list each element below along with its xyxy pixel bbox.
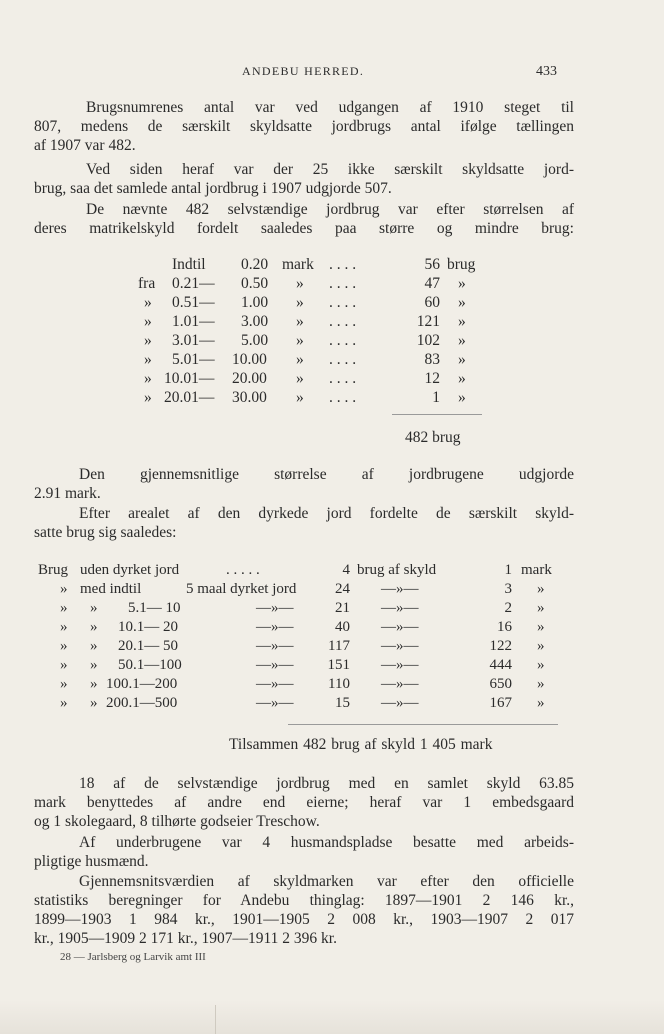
cell-b: » bbox=[90, 638, 98, 654]
range-to: 3.00 bbox=[241, 313, 269, 330]
row-prefix: » bbox=[144, 294, 152, 311]
count: 83 bbox=[424, 351, 440, 368]
unit: » bbox=[296, 313, 304, 330]
paragraph-jordbrug-total bbox=[34, 160, 574, 198]
cell-b: uden dyrket jord bbox=[80, 562, 180, 578]
count: 102 bbox=[416, 332, 440, 349]
cell-c: 100.1—200 bbox=[106, 676, 178, 692]
cell-a: » bbox=[60, 676, 68, 692]
ditto-mark: —»— bbox=[256, 638, 294, 654]
range-from: 5.01— bbox=[172, 351, 215, 368]
text-line: 807, medens de særskilt skyldsatte jordbrugs antal ifølge tællingen bbox=[34, 118, 574, 135]
paragraph-matrikelskyld bbox=[34, 200, 574, 238]
range-from: Indtil bbox=[172, 256, 206, 273]
table-total: 482 brug bbox=[405, 429, 461, 446]
text-line: Efter arealet af den dyrkede jord fordelte de særskilt skyld- bbox=[79, 505, 574, 522]
cell-e: —»— bbox=[381, 581, 419, 597]
count: 15 bbox=[335, 695, 350, 711]
count: 151 bbox=[327, 657, 350, 673]
text-line: og 1 skolegaard, 8 tilhørte godseier Treschow. bbox=[34, 813, 320, 830]
row-prefix: » bbox=[144, 332, 152, 349]
paragraph-gjennemsnitsvaerdien bbox=[34, 872, 574, 948]
cell-c: 50.1—100 bbox=[118, 657, 182, 673]
cell-e: —»— bbox=[381, 638, 419, 654]
ditto-mark: —»— bbox=[256, 695, 294, 711]
label: brug bbox=[447, 256, 476, 273]
label: » bbox=[458, 332, 466, 349]
row-prefix: fra bbox=[138, 275, 156, 292]
text-line: Af underbrugene var 4 husmandspladse besatte med arbeids- bbox=[79, 834, 574, 851]
text-line: brug, saa det samlede antal jordbrug i 1907 udgjorde 507. bbox=[34, 180, 392, 197]
range-from: 0.51— bbox=[172, 294, 215, 311]
count: 47 bbox=[424, 275, 440, 292]
label: » bbox=[458, 370, 466, 387]
range-from: 1.01— bbox=[172, 313, 215, 330]
unit: » bbox=[296, 294, 304, 311]
cell-e: —»— bbox=[381, 695, 419, 711]
text-line: 1899—1903 1 984 kr., 1901—1905 2 008 kr., 1903—1907 2 017 bbox=[34, 911, 574, 928]
ditto-mark: —»— bbox=[256, 600, 294, 616]
skyld-value: 167 bbox=[489, 695, 512, 711]
leader-dots: . . . . . bbox=[226, 562, 260, 578]
leader-dots: . . . . bbox=[329, 275, 357, 292]
range-to: 10.00 bbox=[232, 351, 267, 368]
unit: » bbox=[537, 695, 545, 711]
label: » bbox=[458, 294, 466, 311]
label: » bbox=[458, 351, 466, 368]
skyld-value: 444 bbox=[489, 657, 512, 673]
unit: » bbox=[537, 657, 545, 673]
running-title: ANDEBU HERRED. bbox=[242, 64, 365, 78]
unit: » bbox=[537, 600, 545, 616]
cell-c: 5.1— 10 bbox=[128, 600, 181, 616]
unit: » bbox=[537, 581, 545, 597]
paragraph-gjennemsnit bbox=[34, 465, 574, 503]
row-prefix: » bbox=[144, 370, 152, 387]
paragraph-selvstaendige bbox=[34, 774, 574, 831]
ditto-mark: —»— bbox=[256, 676, 294, 692]
label: » bbox=[458, 313, 466, 330]
text-line: 2.91 mark. bbox=[34, 485, 101, 502]
range-to: 30.00 bbox=[232, 389, 267, 406]
skyld-value: 3 bbox=[504, 581, 512, 597]
text-line: deres matrikelskyld fordelt saaledes paa større og mindre brug: bbox=[34, 220, 574, 237]
text-line: Brugsnumrenes antal var ved udgangen af 1910 steget til bbox=[86, 99, 574, 116]
text-line: pligtige husmænd. bbox=[34, 853, 149, 870]
cell-a: » bbox=[60, 581, 68, 597]
table-total: Tilsammen 482 brug af skyld 1 405 mark bbox=[229, 736, 493, 753]
leader-dots: . . . . bbox=[329, 313, 357, 330]
range-to: 20.00 bbox=[232, 370, 267, 387]
ditto-mark: —»— bbox=[256, 619, 294, 635]
paragraph-underbrugene bbox=[34, 833, 574, 871]
sum-rule bbox=[392, 414, 482, 415]
count: 60 bbox=[424, 294, 440, 311]
unit: mark bbox=[521, 562, 552, 578]
text-line: De nævnte 482 selvstændige jordbrug var efter størrelsen af bbox=[86, 201, 574, 218]
range-from: 10.01— bbox=[164, 370, 215, 387]
unit: » bbox=[296, 370, 304, 387]
cell-b: » bbox=[90, 600, 98, 616]
count: 21 bbox=[335, 600, 350, 616]
text-line: Ved siden heraf var der 25 ikke særskilt skyldsatte jord- bbox=[86, 161, 574, 178]
cell-c: 5 maal dyrket jord bbox=[186, 581, 297, 597]
count: 110 bbox=[328, 676, 350, 692]
count: 4 bbox=[342, 562, 350, 578]
page-number: 433 bbox=[536, 64, 557, 79]
cell-a: » bbox=[60, 600, 68, 616]
cell-e: —»— bbox=[381, 676, 419, 692]
sum-rule bbox=[288, 724, 558, 725]
cell-c: 200.1—500 bbox=[106, 695, 178, 711]
cell-a: » bbox=[60, 695, 68, 711]
unit: » bbox=[296, 389, 304, 406]
text-line: Gjennemsnitsværdien af skyldmarken var efter den officielle bbox=[79, 873, 574, 890]
label: » bbox=[458, 275, 466, 292]
cell-a: » bbox=[60, 638, 68, 654]
leader-dots: . . . . bbox=[329, 256, 357, 273]
text-line: statistiks beregninger for Andebu thinglag: 1897—1901 2 146 kr., bbox=[34, 892, 574, 909]
paragraph-arealet bbox=[34, 504, 574, 542]
text-line: mark benyttedes af andre end eierne; heraf var 1 embedsgaard bbox=[34, 794, 574, 811]
cell-e: —»— bbox=[381, 619, 419, 635]
text-line: satte brug sig saaledes: bbox=[34, 524, 177, 541]
skyld-value: 1 bbox=[504, 562, 512, 578]
text-line: kr., 1905—1909 2 171 kr., 1907—1911 2 396 kr. bbox=[34, 930, 337, 947]
unit: » bbox=[296, 351, 304, 368]
cell-b: » bbox=[90, 657, 98, 673]
unit: » bbox=[296, 332, 304, 349]
range-to: 5.00 bbox=[241, 332, 269, 349]
count: 117 bbox=[328, 638, 350, 654]
text-line: af 1907 var 482. bbox=[34, 137, 136, 154]
range-from: 0.21— bbox=[172, 275, 215, 292]
text-line: 18 af de selvstændige jordbrug med en samlet skyld 63.85 bbox=[79, 775, 574, 792]
leader-dots: . . . . bbox=[329, 370, 357, 387]
leader-dots: . . . . bbox=[329, 389, 357, 406]
skyld-value: 16 bbox=[497, 619, 512, 635]
cell-b: » bbox=[90, 676, 98, 692]
leader-dots: . . . . bbox=[329, 332, 357, 349]
ditto-mark: —»— bbox=[256, 657, 294, 673]
unit: » bbox=[537, 676, 545, 692]
skyld-value: 650 bbox=[489, 676, 512, 692]
cell-e: brug af skyld bbox=[357, 562, 437, 578]
range-to: 0.50 bbox=[241, 275, 269, 292]
page-fold-line bbox=[215, 1005, 216, 1034]
leader-dots: . . . . bbox=[329, 351, 357, 368]
page-edge bbox=[0, 1000, 664, 1034]
range-to: 0.20 bbox=[241, 256, 269, 273]
unit: » bbox=[537, 638, 545, 654]
label: » bbox=[458, 389, 466, 406]
row-prefix: » bbox=[144, 313, 152, 330]
range-from: 3.01— bbox=[172, 332, 215, 349]
cell-e: —»— bbox=[381, 657, 419, 673]
count: 40 bbox=[335, 619, 350, 635]
cell-a: » bbox=[60, 657, 68, 673]
unit: » bbox=[296, 275, 304, 292]
signature-line: 28 — Jarlsberg og Larvik amt III bbox=[60, 951, 206, 963]
range-from: 20.01— bbox=[164, 389, 215, 406]
page-header bbox=[0, 64, 664, 84]
range-to: 1.00 bbox=[241, 294, 269, 311]
count: 24 bbox=[335, 581, 350, 597]
count: 12 bbox=[424, 370, 440, 387]
skyld-value: 122 bbox=[489, 638, 512, 654]
cell-b: med indtil bbox=[80, 581, 142, 597]
leader-dots: . . . . bbox=[329, 294, 357, 311]
cell-a: Brug bbox=[38, 562, 68, 578]
cell-c: 10.1— 20 bbox=[118, 619, 178, 635]
skyld-value: 2 bbox=[504, 600, 512, 616]
paragraph-brugsnumre bbox=[34, 98, 574, 155]
cell-c: 20.1— 50 bbox=[118, 638, 178, 654]
cell-a: » bbox=[60, 619, 68, 635]
count: 121 bbox=[416, 313, 440, 330]
cell-b: » bbox=[90, 619, 98, 635]
cell-b: » bbox=[90, 695, 98, 711]
unit: mark bbox=[282, 256, 314, 273]
text-line: Den gjennemsnitlige størrelse af jordbrugene udgjorde bbox=[79, 466, 574, 483]
row-prefix: » bbox=[144, 351, 152, 368]
row-prefix: » bbox=[144, 389, 152, 406]
count: 56 bbox=[424, 256, 440, 273]
cell-e: —»— bbox=[381, 600, 419, 616]
count: 1 bbox=[432, 389, 440, 406]
unit: » bbox=[537, 619, 545, 635]
